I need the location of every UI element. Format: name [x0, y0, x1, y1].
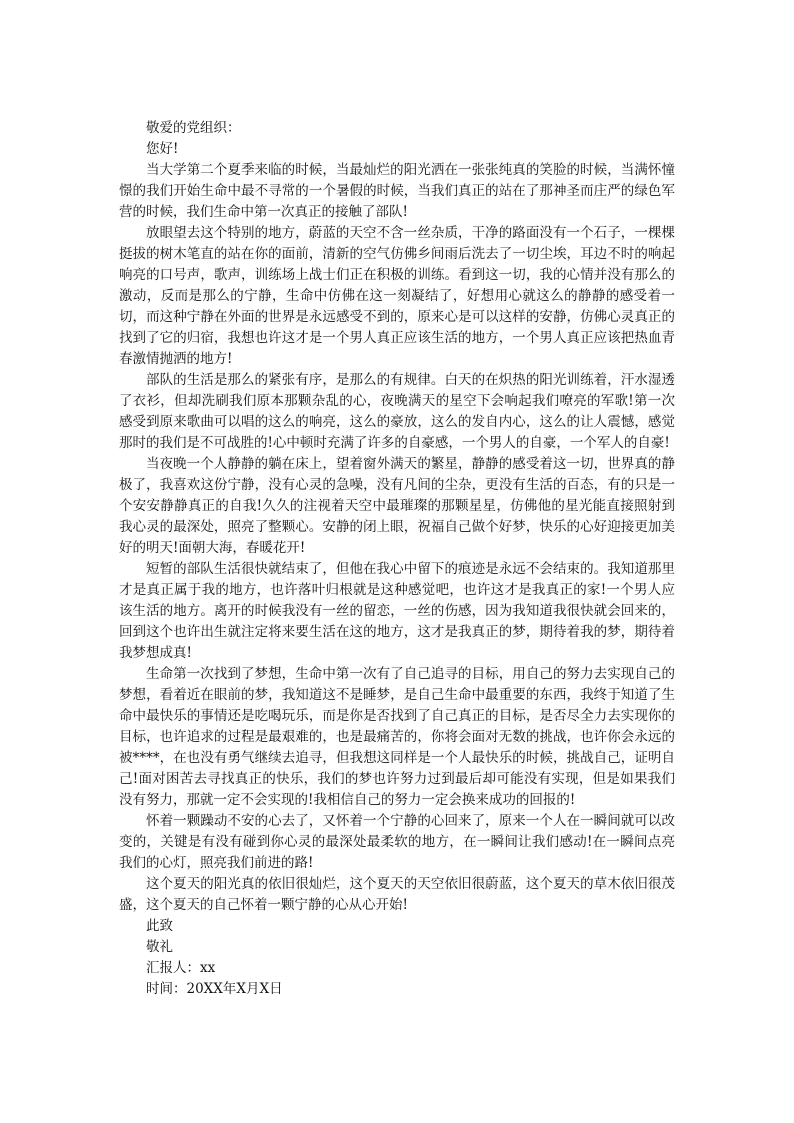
paragraph-8: 这个夏天的阳光真的依旧很灿烂，这个夏天的天空依旧很蔚蓝，这个夏天的草木依旧很茂盛，这个夏天的自己怀着一颗宁静的心从心开始! [119, 876, 675, 913]
paragraph-2: 放眼望去这个特别的地方，蔚蓝的天空不含一丝杂质，干净的路面没有一个石子，一棵棵挺拔的树木笔直的站在你的面前，清新的空气仿佛乡间雨后洗去了一切尘埃，耳边不时的响起响亮的口号声，歌声，训练场上战士们正在积极的训练。看到这一切，我的心情并没有那么的激动，反而是那么的宁静，生命中仿佛在这一刻凝结了，好想用心就这么的静静的感受着一切，而这种宁静在外面的世界是永远感受不到的，原来心是可以这样的安静，仿佛心灵真正的找到了它的归宿，我想也许这才是一个男人真正应该生活的地方，一个男人真正应该把热血青春激情抛洒的地方! [119, 225, 675, 367]
paragraph-1: 当大学第二个夏季来临的时候，当最灿烂的阳光洒在一张张纯真的笑脸的时候，当满怀憧憬的我们开始生命中最不寻常的一个暑假的时候，当我们真正的站在了那神圣而庄严的绿色军营的时候，我们生命中第一次真正的接触了部队! [119, 162, 675, 220]
paragraph-3: 部队的生活是那么的紧张有序，是那么的有规律。白天的在炽热的阳光训练着，汗水湿透了衣衫，但却洗刷我们原本那颗杂乱的心，夜晚满天的星空下会响起我们嘹亮的军歌!第一次感受到原来歌曲可以唱的这么的响亮，这么的豪放，这么的发自内心，这么的让人震憾，感觉那时的我们是不可战胜的!心中顿时充满了许多的自豪感，一个男人的自豪，一个军人的自豪! [119, 372, 675, 451]
reporter-line: 汇报人：xx [146, 960, 216, 976]
greeting: 您好! [146, 141, 179, 157]
paragraph-6: 生命第一次找到了梦想，生命中第一次有了自己追寻的目标，用自己的努力去实现自己的梦想，看着近在眼前的梦，我知道这不是睡梦，是自己生命中最重要的东西，我终于知道了生命中最快乐的事情还是吃喝玩乐，而是你是否找到了自己真正的目标，是否尽全力去实现你的目标，也许追求的过程是最艰难的，也是最痛苦的，你将会面对无数的挑战，也许你会永远的被****，在也没有勇气继续去追寻，但我想这同样是一个人最快乐的时候，挑战自己，证明自己!面对困苦去寻找真正的快乐，我们的梦也许努力过到最后却可能没有实现，但是如果我们没有努力，那就一定不会实现的!我相信自己的努力一定会换来成功的回报的! [119, 666, 675, 808]
paragraph-4: 当夜晚一个人静静的躺在床上，望着窗外满天的繁星，静静的感受着这一切，世界真的静极了，我喜欢这份宁静，没有心灵的急噪，没有凡间的尘杂，更没有生活的百态，有的只是一个安安静静真正的自我!久久的注视着天空中最璀璨的那颗星星，仿佛他的星光能直接照射到我心灵的最深处，照亮了整颗心。安静的闭上眼，祝福自己做个好梦，快乐的心好迎接更加美好的明天!面朝大海，春暖花开! [119, 456, 675, 556]
date-line: 时间：20XX年X月X日 [146, 981, 283, 997]
closing-line-2: 敬礼 [146, 939, 173, 955]
closing-line-1: 此致 [146, 918, 173, 934]
salutation: 敬爱的党组织： [146, 120, 241, 136]
letter-body [119, 118, 675, 1000]
paragraph-7: 怀着一颗躁动不安的心去了，又怀着一个宁静的心回来了，原来一个人在一瞬间就可以改变的，关键是有没有碰到你心灵的最深处最柔软的地方，在一瞬间让我们感动!在一瞬间点亮我们的心灯，照亮我们前进的路! [119, 813, 675, 871]
paragraph-5: 短暂的部队生活很快就结束了，但他在我心中留下的痕迹是永远不会结束的。我知道那里才是真正属于我的地方，也许落叶归根就是这种感觉吧，也许这才是我真正的家!一个男人应该生活的地方。离开的时候我没有一丝的留恋，一丝的伤感，因为我知道我很快就会回来的，回到这个也许出生就注定将来要生活在这的地方，这才是我真正的梦，期待着我的梦，期待着我梦想成真! [119, 561, 675, 661]
